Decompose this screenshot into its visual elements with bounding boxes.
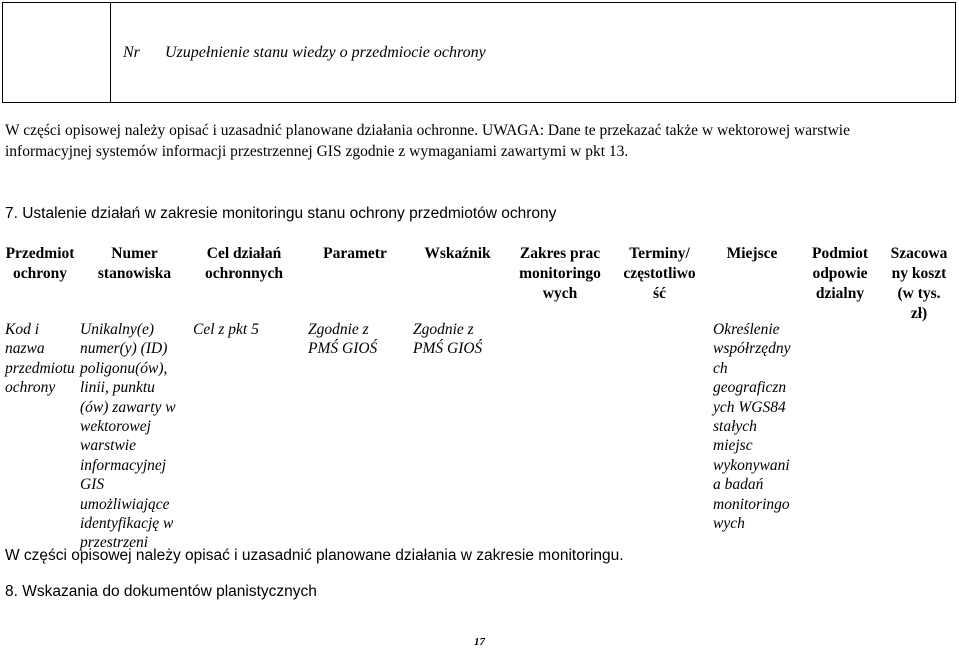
section-8-heading: 8. Wskazania do dokumentów planistycznych — [5, 583, 317, 600]
header-przedmiot: Przedmiot ochrony — [5, 245, 75, 282]
cell-miejsce: Określenie współrzędny ch geograficzn ych WGS84 stałych miejsc wykonywani a badań monitoringo wych — [713, 321, 791, 533]
header-numer: Numer stanowiska — [97, 245, 172, 282]
monitoring-instruction: W części opisowej należy opisać i uzasadnić planowane działania w zakresie monitoringu. — [5, 547, 624, 564]
header-cel: Cel działań ochronnych — [204, 245, 284, 282]
cell-parametr: Zgodnie z PMŚ GIOŚ — [308, 321, 378, 358]
section-7-heading: 7. Ustalenie działań w zakresie monitoringu stanu ochrony przedmiotów ochrony — [5, 205, 557, 222]
instruction-paragraph — [5, 120, 955, 162]
cell-numer: Unikalny(e) numer(y) (ID) poligonu(ów), linii, punktu (ów) zawarty w wektorowej warstwie informacyjnej GIS umożliwiające identyfikację w przestrzeni — [80, 321, 176, 552]
cell-wskaznik: Zgodnie z PMŚ GIOŚ — [413, 321, 483, 358]
header-zakres: Zakres prac monitoringo wych — [519, 245, 601, 302]
cell-przedmiot: Kod i nazwa przedmiotu ochrony — [5, 321, 75, 397]
header-podmiot: Podmiot odpowie dzialny — [812, 245, 868, 302]
page-number: 17 — [474, 636, 485, 648]
instruction-line: informacyjnej systemów informacji przestrzennej GIS zgodnie z wymaganiami zawartymi w pkt 13. — [5, 143, 629, 160]
knowledge-update-header: Uzupełnienie stanu wiedzy o przedmiocie ochrony — [165, 44, 486, 61]
header-miejsce: Miejsce — [726, 245, 778, 262]
nr-header: Nr — [123, 44, 140, 61]
knowledge-update-table — [2, 2, 956, 103]
header-szacowany-koszt: Szacowa ny koszt (w tys. zł) — [890, 245, 948, 322]
instruction-line: W części opisowej należy opisać i uzasadnić planowane działania ochronne. UWAGA: Dane te przekazać także w wektorowej warstwie — [5, 122, 850, 139]
header-parametr: Parametr — [323, 245, 387, 262]
header-terminy: Terminy/ częstotliwo ść — [623, 245, 696, 302]
table-column-divider — [110, 3, 111, 102]
header-wskaznik: Wskaźnik — [424, 245, 491, 262]
cell-cel: Cel z pkt 5 — [193, 321, 259, 338]
